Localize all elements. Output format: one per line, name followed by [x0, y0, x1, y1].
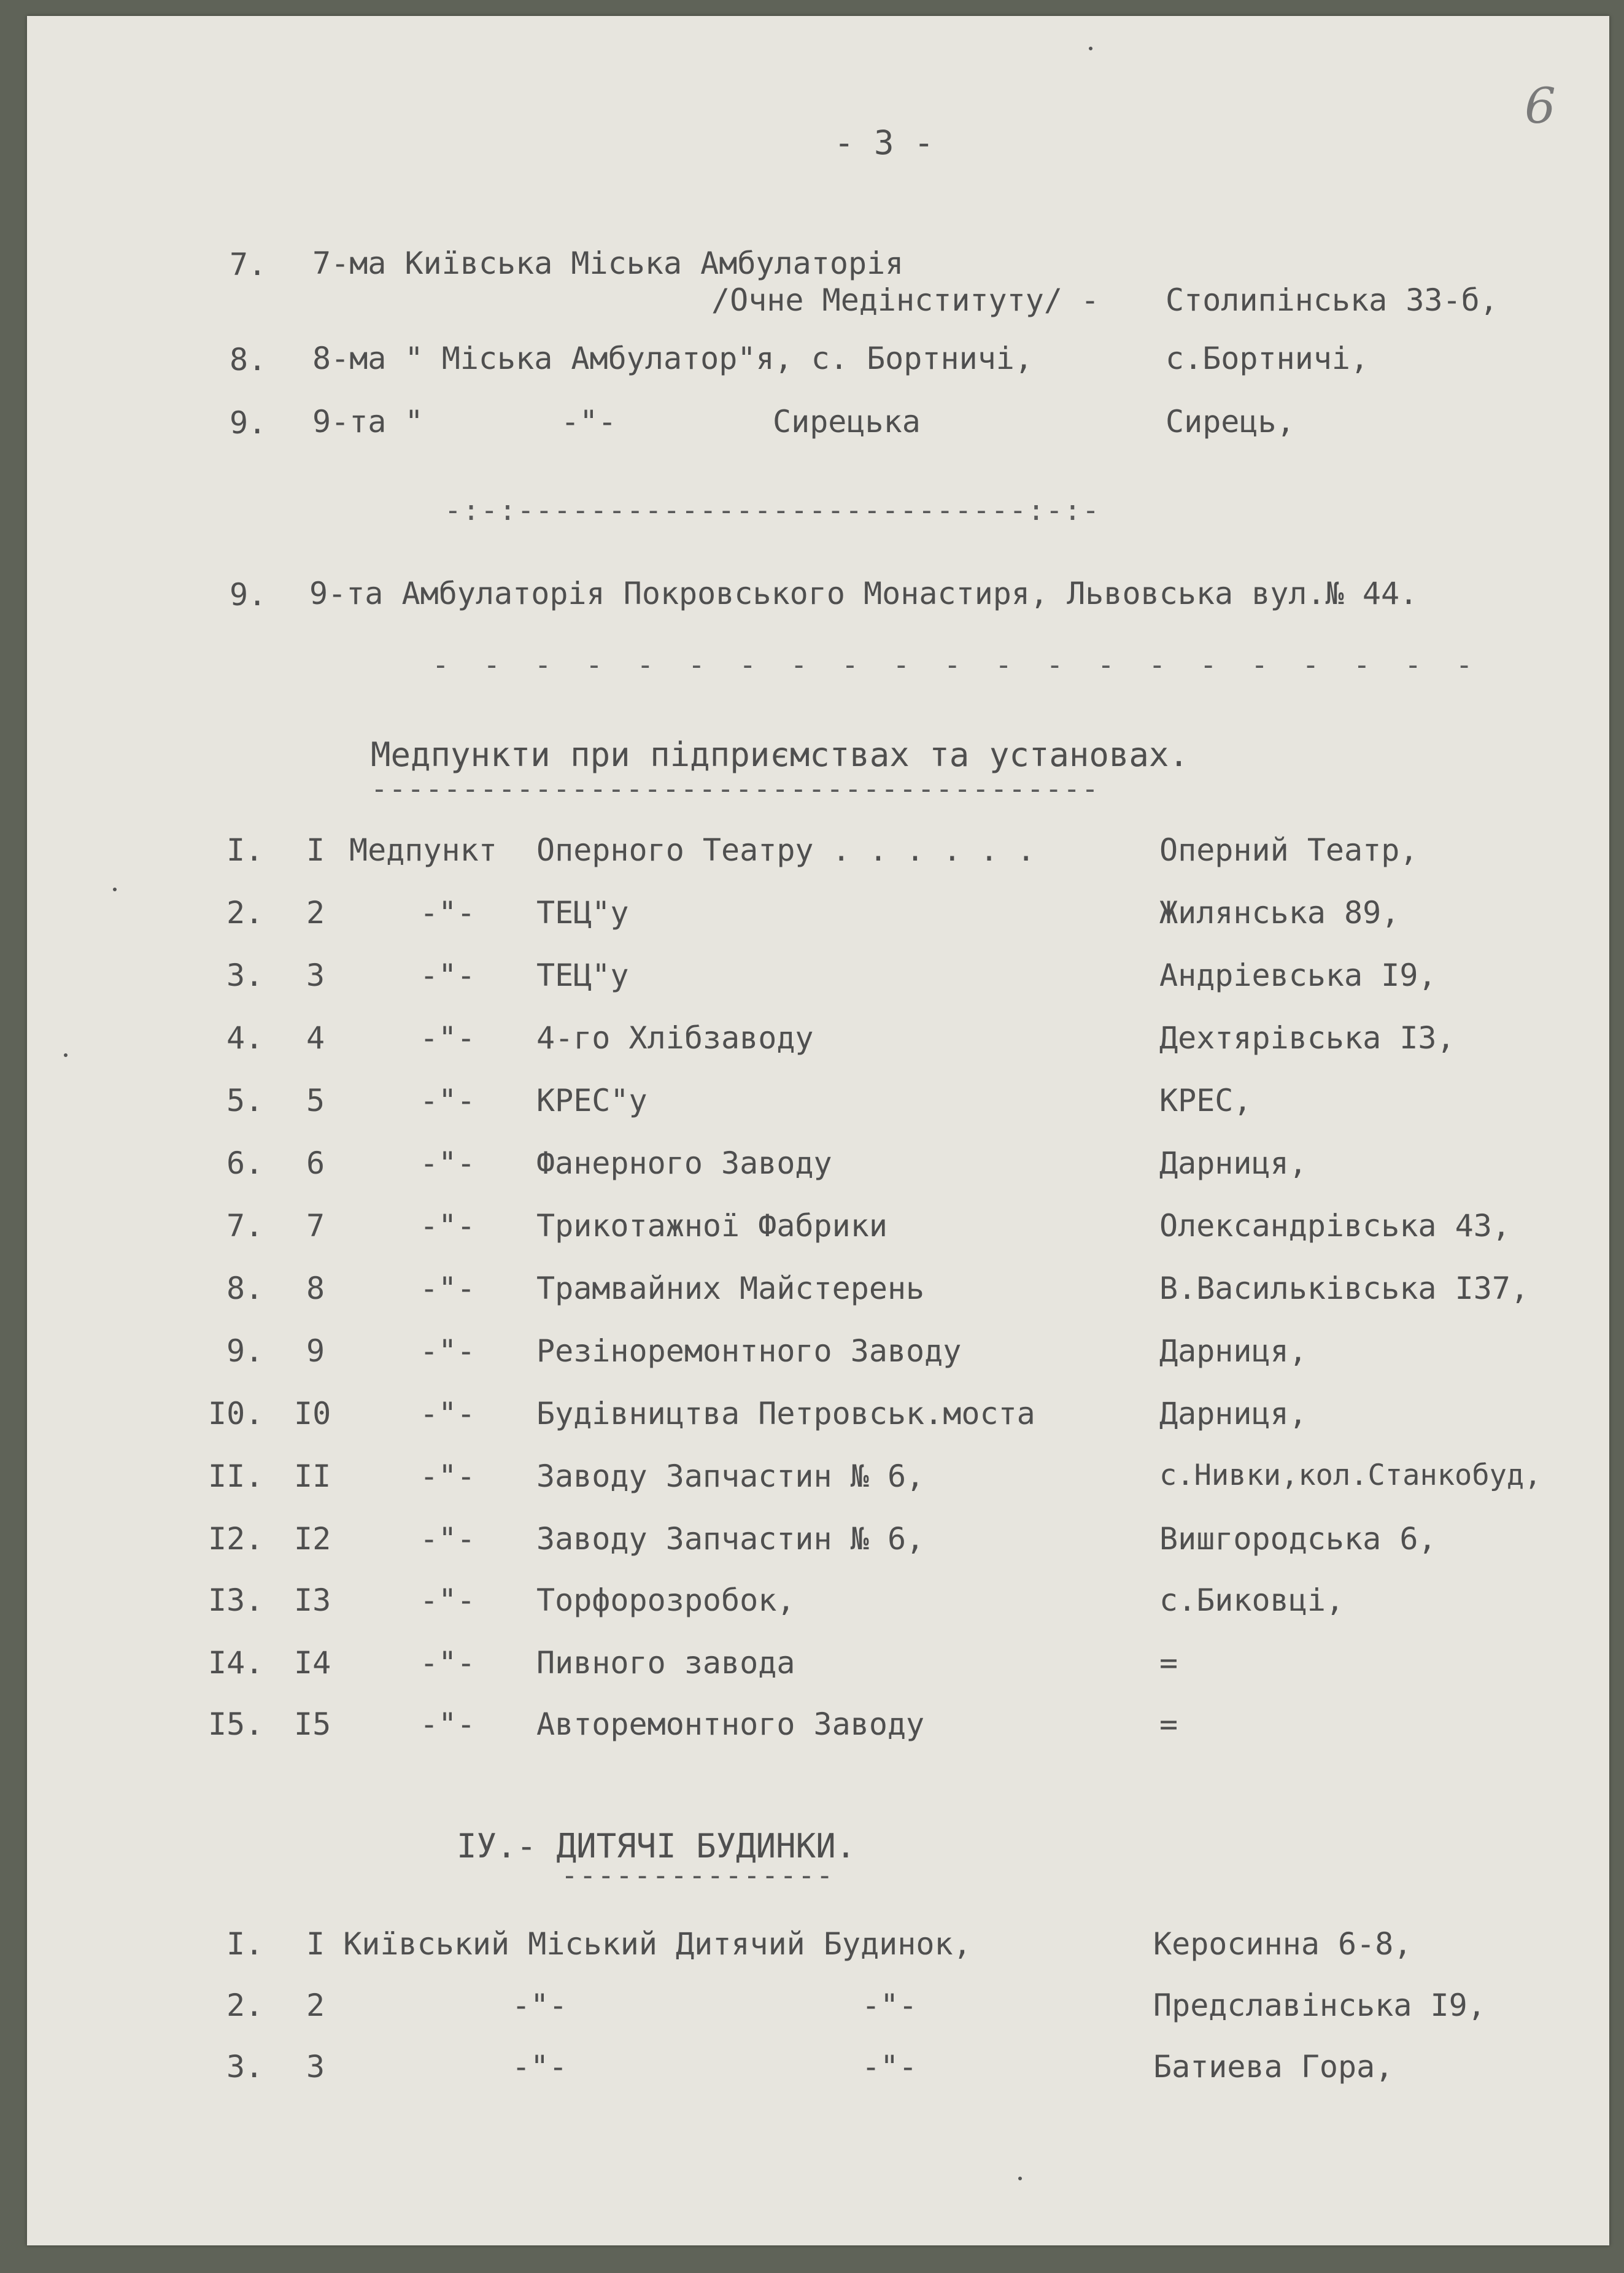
list-number: 5. — [226, 1083, 264, 1118]
list-item-name: Торфорозробок, — [536, 1582, 795, 1618]
list-index: I4 — [294, 1645, 331, 1681]
paper-speck — [1089, 47, 1092, 50]
list-index: 3 — [306, 958, 325, 993]
list-item-address: Батиева Гора, — [1153, 2049, 1394, 2085]
page-number: - 3 - — [834, 123, 934, 162]
separator-line: -:-:----------------------------:-:- — [444, 494, 1100, 527]
list-item-name: Трикотажної Фабрики — [536, 1208, 887, 1244]
list-item-address: Дарниця, — [1159, 1333, 1307, 1369]
ditto-mark: -"- — [420, 895, 476, 931]
list-item-address: Предславінська I9, — [1153, 1988, 1486, 2023]
ditto-mark: -"- — [420, 1458, 476, 1494]
list-item-name: Заводу Запчастин № 6, — [536, 1521, 925, 1557]
list-number: 8. — [230, 342, 267, 378]
list-index: 2 — [306, 895, 325, 931]
list-item-address: Вишгородська 6, — [1159, 1521, 1437, 1557]
list-item-address: = — [1159, 1706, 1178, 1742]
list-index: 2 — [306, 1988, 325, 2023]
list-item-address: Керосинна 6-8, — [1153, 1926, 1412, 1962]
list-number: 7. — [226, 1208, 264, 1244]
ditto-mark: -"- — [420, 1083, 476, 1118]
standalone-entry: 9-та Амбулаторія Покровського Монастиря, Львовська вул.№ 44. — [309, 576, 1418, 611]
list-number: I0. — [208, 1396, 264, 1431]
list-number: 9. — [230, 577, 267, 613]
list-number: 3. — [226, 2049, 264, 2085]
paper-speck — [1018, 2177, 1022, 2180]
ditto-mark: -"- — [512, 2049, 568, 2085]
paper-speck — [64, 1053, 68, 1057]
list-item-address: Дехтярівська I3, — [1159, 1020, 1455, 1056]
list-item-address: КРЕС, — [1159, 1083, 1252, 1118]
list-index: 8 — [306, 1271, 325, 1306]
list-kind: Медпункт — [349, 832, 497, 868]
list-item-address: Сирець, — [1166, 404, 1295, 439]
list-index: 5 — [306, 1083, 325, 1118]
list-number: 6. — [226, 1145, 264, 1181]
ditto-mark: -"- — [862, 1988, 918, 2023]
heading-underline: ---------------------------------------- — [371, 772, 1100, 805]
list-index: 6 — [306, 1145, 325, 1181]
list-index: I5 — [294, 1706, 331, 1742]
list-item-name: Будівництва Петровськ.моста — [536, 1396, 1035, 1431]
heading-underline: --------------- — [561, 1859, 835, 1892]
list-index: I3 — [294, 1582, 331, 1618]
list-item-name: 4-го Хлібзаводу — [536, 1020, 814, 1056]
list-item-name-tail: Сирецька — [773, 404, 921, 439]
list-item-name: Пивного завода — [536, 1645, 795, 1681]
list-item-address: Андріевська I9, — [1159, 958, 1437, 993]
section-heading: IУ.- ДИТЯЧІ БУДИНКИ. — [457, 1827, 856, 1865]
list-item-address: Столипінська 33-б, — [1166, 282, 1498, 318]
list-item-name: Резіноремонтного Заводу — [536, 1333, 962, 1369]
list-index: II — [294, 1458, 331, 1494]
list-item-name: Фанерного Заводу — [536, 1145, 832, 1181]
list-number: 7. — [230, 247, 267, 282]
list-item-address: Олександрівська 43, — [1159, 1208, 1510, 1244]
list-index: I0 — [294, 1396, 331, 1431]
list-item-name: Трамвайних Майстерень — [536, 1271, 925, 1306]
list-item-address: = — [1159, 1645, 1178, 1681]
ditto-mark: -"- — [420, 1208, 476, 1244]
ditto-mark: -"- — [420, 1582, 476, 1618]
ditto-mark: -"- — [420, 1020, 476, 1056]
list-item-name: ТЕЦ"у — [536, 958, 629, 993]
document-page — [27, 16, 1609, 2245]
ditto-mark: -"- — [420, 1271, 476, 1306]
list-item-address: Дарниця, — [1159, 1396, 1307, 1431]
ditto-mark: -"- — [561, 404, 617, 439]
list-item-address: В.Васильківська I37, — [1159, 1271, 1529, 1306]
list-item-name: КРЕС"у — [536, 1083, 648, 1118]
list-item-address: с.Нивки,кол.Станкобуд, — [1159, 1458, 1542, 1492]
list-index: 7 — [306, 1208, 325, 1244]
ditto-mark: -"- — [420, 1145, 476, 1181]
list-item-name: ТЕЦ"у — [536, 895, 629, 931]
ditto-mark: -"- — [862, 2049, 918, 2085]
list-index: 4 — [306, 1020, 325, 1056]
list-item-address: с.Биковці, — [1159, 1582, 1345, 1618]
list-number: 2. — [226, 895, 264, 931]
list-item-address: Жилянська 89, — [1159, 895, 1400, 931]
list-item-name: Оперного Театру . . . . . . — [536, 832, 1035, 868]
list-item-name: Авторемонтного Заводу — [536, 1706, 925, 1742]
list-number: 9. — [226, 1333, 264, 1369]
ditto-mark: -"- — [420, 1706, 476, 1742]
list-index: 9 — [306, 1333, 325, 1369]
list-item-name: I Київський Міський Дитячий Будинок, — [306, 1926, 972, 1962]
list-number: 9. — [230, 405, 267, 441]
ditto-mark: -"- — [420, 1521, 476, 1557]
list-item-address: Дарниця, — [1159, 1145, 1307, 1181]
list-number: I. — [226, 832, 264, 868]
list-number: I. — [226, 1926, 264, 1962]
folio-number: 6 — [1525, 77, 1556, 134]
list-number: I3. — [208, 1582, 264, 1618]
list-index: I2 — [294, 1521, 331, 1557]
list-number: 3. — [226, 958, 264, 993]
list-index: 3 — [306, 2049, 325, 2085]
ditto-mark: -"- — [420, 1645, 476, 1681]
list-item-name: 7-ма Київська Міська Амбулаторія — [312, 246, 904, 281]
list-index: I — [306, 832, 325, 868]
ditto-mark: -"- — [420, 958, 476, 993]
section-heading: Медпункти при підприємствах та установах. — [371, 735, 1189, 774]
ditto-mark: -"- — [420, 1333, 476, 1369]
list-item-address: с.Бортничі, — [1166, 341, 1369, 376]
separator-dashes: - - - - - - - - - - - - - - - - - - - - - — [432, 648, 1482, 681]
list-item-name: 9-та " — [312, 404, 423, 439]
list-number: 8. — [226, 1271, 264, 1306]
list-number: I4. — [208, 1645, 264, 1681]
list-number: I2. — [208, 1521, 264, 1557]
list-item-name: Заводу Запчастин № 6, — [536, 1458, 925, 1494]
list-number: I5. — [208, 1706, 264, 1742]
list-number: II. — [208, 1458, 264, 1494]
list-number: 4. — [226, 1020, 264, 1056]
paper-speck — [113, 888, 117, 891]
list-item-name-continued: /Очне Медінституту/ - — [711, 282, 1100, 318]
list-item-address: Оперний Театр, — [1159, 832, 1418, 868]
ditto-mark: -"- — [512, 1988, 568, 2023]
list-number: 2. — [226, 1988, 264, 2023]
ditto-mark: -"- — [420, 1396, 476, 1431]
list-item-name: 8-ма " Міська Амбулатор"я, с. Бортничі, — [312, 341, 1033, 376]
